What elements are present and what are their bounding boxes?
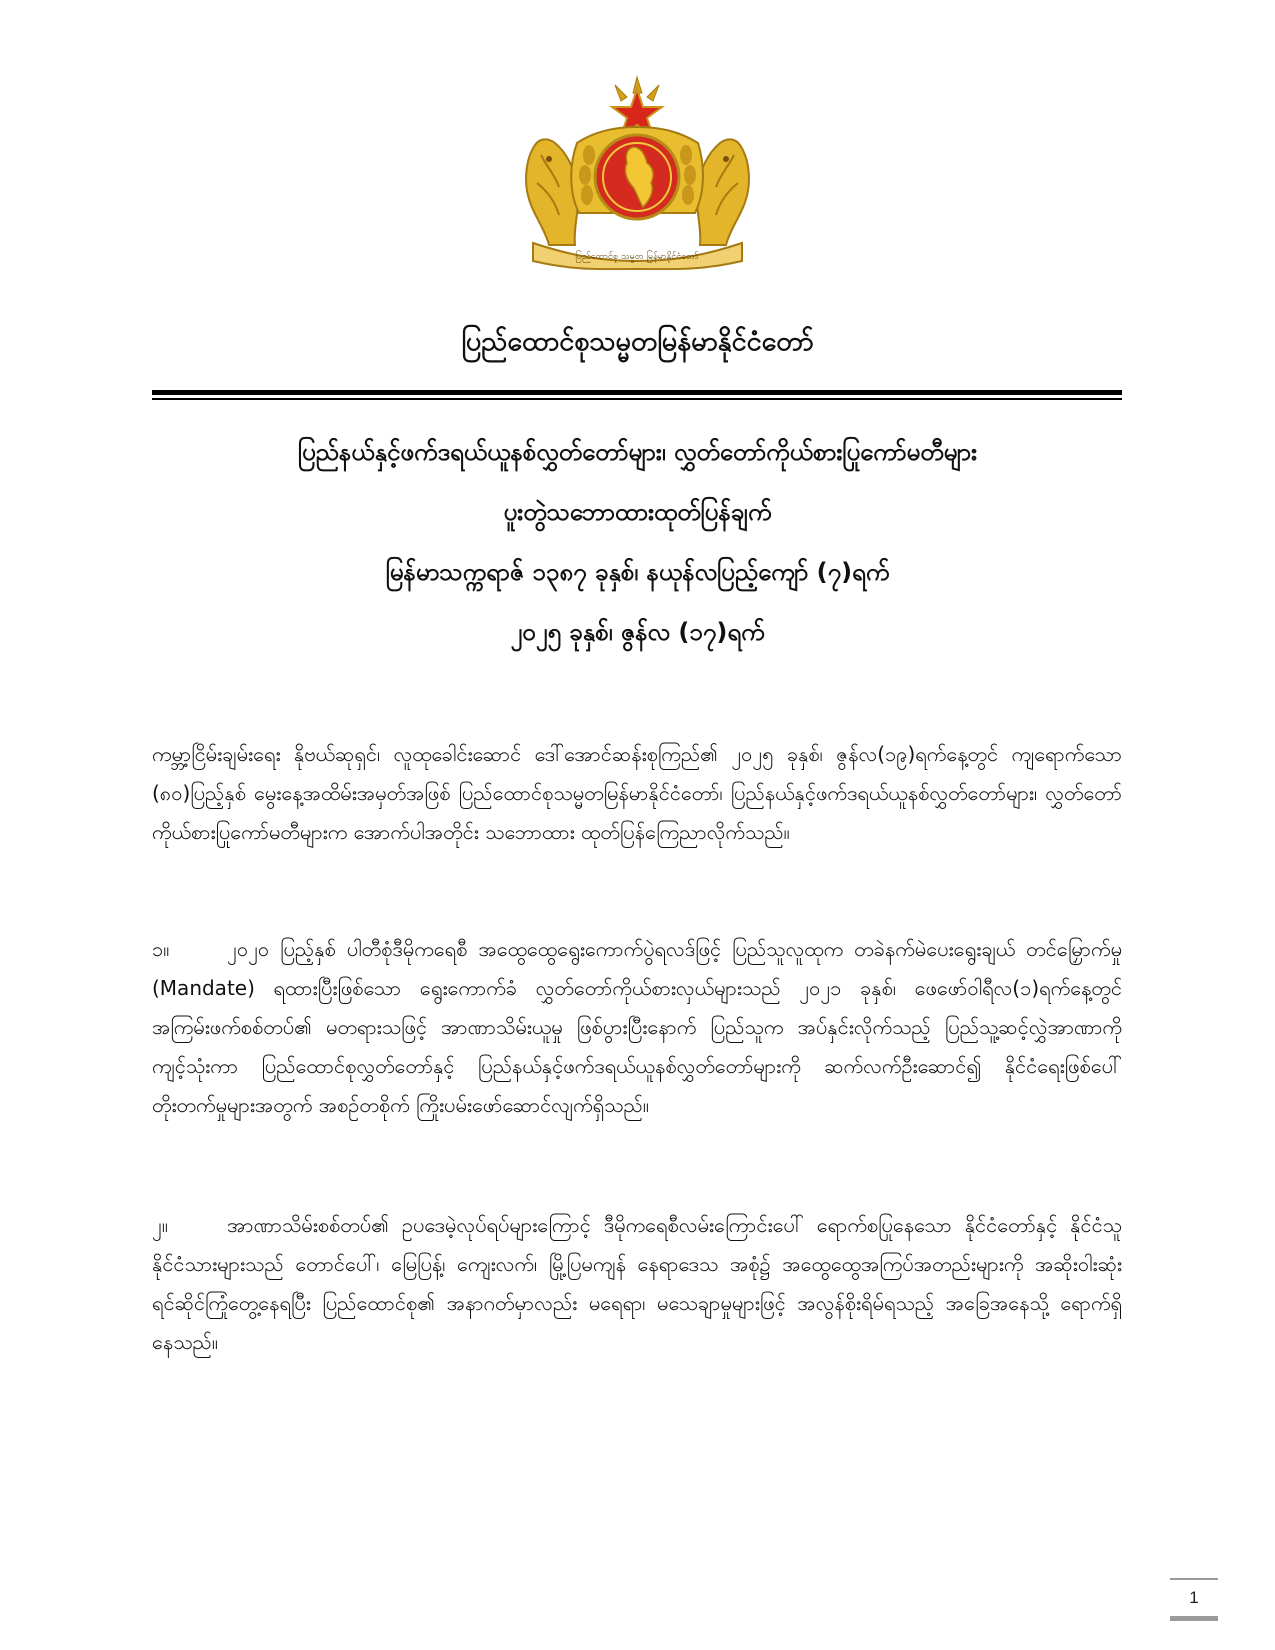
paragraph-2 [152,1206,1122,1362]
intro-text: ကမ္ဘာ့ငြိမ်းချမ်းရေး နိုဗယ်ဆုရှင်၊ လူထုခေါင်းဆောင် ဒေါ်အောင်ဆန်းစုကြည်၏ ၂၀၂၅ ခုနှစ်၊ ဇွန်လ(၁၉)ရက်နေ့တွင် ကျရောက်သော (၈၀)ပြည့်နှစ် မွေးနေ့အထိမ်းအမှတ်အဖြစ် ပြည်ထောင်စုသမ္မတမြန်မာနိုင်ငံတော်၊ ပြည်နယ်နှင့်ဖက်ဒရယ်ယူနစ်လွှတ်တော်များ၊ လွှတ်တော်ကိုယ်စားပြုကော်မတီများက အောက်ပါအတိုင်း သဘောထား ထုတ်ပြန်ကြေညာလိုက်သည်။ [152,742,1122,844]
paragraph-number: ၁။ [152,937,170,961]
header-divider-thin [152,398,1122,400]
paragraph-text: အာဏာသိမ်းစစ်တပ်၏ ဥပဒေမဲ့လုပ်ရပ်များကြောင့် ဒီမိုကရေစီလမ်းကြောင်းပေါ် ရောက်စပြုနေသော နိုင်ငံတော်နှင့် နိုင်ငံသူ နိုင်ငံသားများသည် တောင်ပေါ်၊ မြေပြန့်၊ ကျေးလက်၊ မြို့ပြမကျန် နေရာဒေသ အစုံ၌ အထွေထွေအကြပ်အတည်းများကို အဆိုးဝါးဆုံး ရင်ဆိုင်ကြုံတွေ့နေရပြီး ပြည်ထောင်စု၏ အနာဂတ်မှာလည်း မရေရာ၊ မသေချာမှုများဖြင့် အလွန်စိုးရိမ်ရသည့် အခြေအနေသို့ ရောက်ရှိနေသည်။ [152,1213,1122,1354]
statement-date-gregorian: ၂၀၂၅ ခုနှစ်၊ ဇွန်လ (၁၇)ရက် [510,618,765,646]
state-seal-emblem-icon [515,75,760,270]
emblem-ribbon-text: ပြည်ထောင်စု သမ္မတ မြန်မာနိုင်ငံတော် [575,252,699,262]
statement-heading-line-1: ပြည်နယ်နှင့်ဖက်ဒရယ်ယူနစ်လွှတ်တော်များ၊ လွှတ်တော်ကိုယ်စားပြုကော်မတီများ [297,438,978,466]
page-number-rule-bottom [1170,1616,1218,1621]
government-name: ပြည်ထောင်စုသမ္မတမြန်မာနိုင်ငံတော် [461,326,814,357]
paragraph-text: ၂၀၂၀ ပြည့်နှစ် ပါတီစုံဒီမိုကရေစီ အထွေထွေရွေးကောက်ပွဲရလဒ်ဖြင့် ပြည်သူလူထုက တခဲနက်မဲပေးရွေးချယ် တင်မြှောက်မှု (Mandate) ရထားပြီးဖြစ်သော ရွေးကောက်ခံ လွှတ်တော်ကိုယ်စားလှယ်များသည် ၂၀၂၁ ခုနှစ်၊ ဖေဖော်ဝါရီလ(၁)ရက်နေ့တွင် အကြမ်းဖက်စစ်တပ်၏ မတရားသဖြင့် အာဏာသိမ်းယူမှု ဖြစ်ပွားပြီးနောက် ပြည်သူက အပ်နှင်းလိုက်သည့် ပြည်သူ့ဆင့်လွှဲအာဏာကို ကျင့်သုံးကာ ပြည်ထောင်စုလွှတ်တော်နှင့် ပြည်နယ်နှင့်ဖက်ဒရယ်ယူနစ်လွှတ်တော်များကို ဆက်လက်ဦးဆောင်၍ နိုင်ငံရေးဖြစ်ပေါ် တိုးတက်မှုများအတွက် အစဉ်တစိုက် ကြိုးပမ်းဖော်ဆောင်လျက်ရှိသည်။ [152,937,1122,1117]
statement-heading-line-2: ပူးတွဲသဘောထားထုတ်ပြန်ချက် [503,498,772,526]
statement-date-myanmar: မြန်မာသက္ကရာဇ် ၁၃၈၇ ခုနှစ်၊ နယုန်လပြည့်ကျော် (၇)ရက် [385,558,890,586]
paragraph-number: ၂။ [152,1213,168,1237]
page-number-box [1170,1578,1218,1622]
intro-paragraph [152,735,1122,852]
page-number: 1 [1189,1588,1199,1607]
page-number-rule-top [1170,1578,1218,1580]
header-divider-thick [152,390,1122,395]
paragraph-1 [152,930,1122,1125]
